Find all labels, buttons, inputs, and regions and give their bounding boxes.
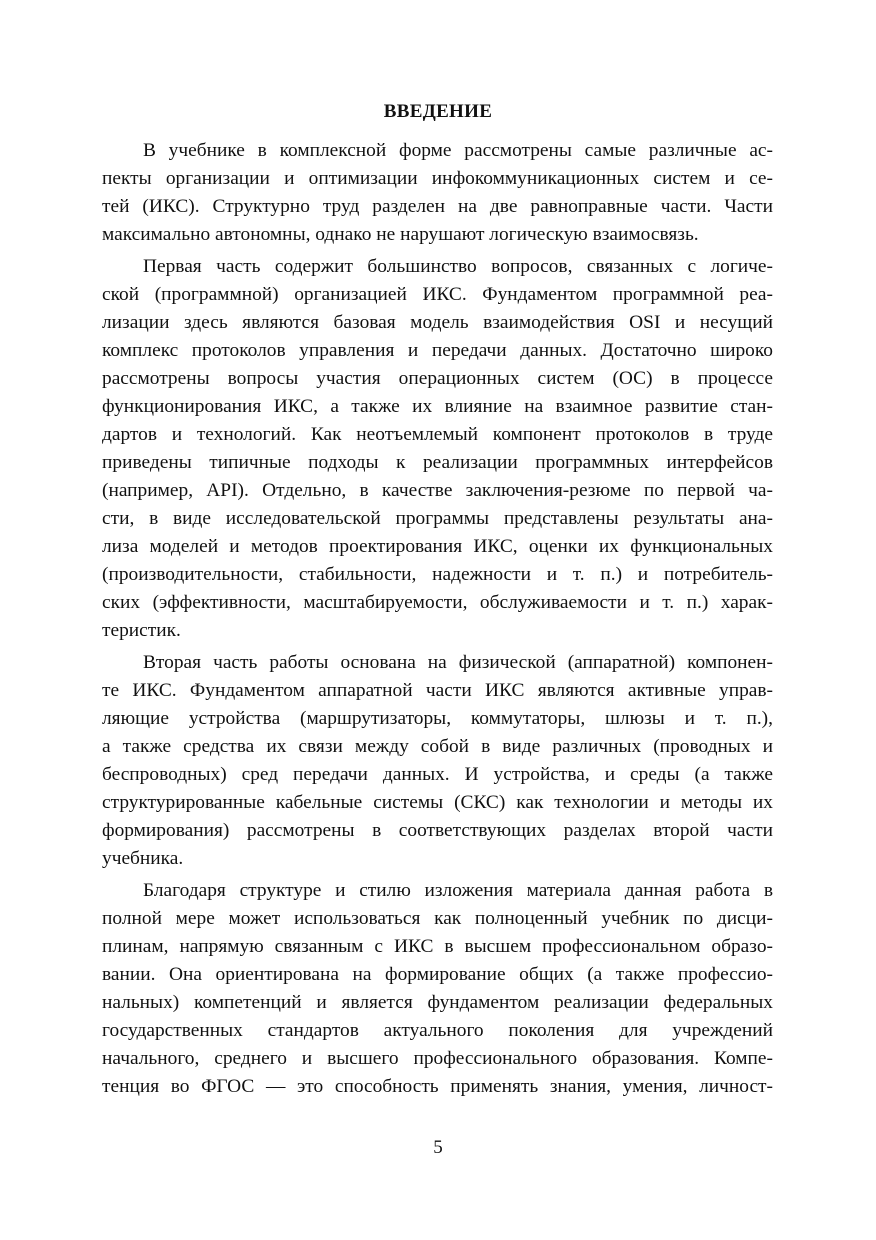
text-line: лиза моделей и методов проектирования ИКС, оценки их функциональных xyxy=(102,536,773,557)
text-line: ской (программной) организацией ИКС. Фундаментом программной реа- xyxy=(102,284,773,305)
text-line: функционирования ИКС, а также их влияние на взаимное развитие стан- xyxy=(102,396,773,417)
text-line: Первая часть содержит большинство вопросов, связанных с логиче- xyxy=(143,256,773,277)
text-line: тенция во ФГОС — это способность применять знания, умения, личност- xyxy=(102,1076,773,1097)
text-line: тей (ИКС). Структурно труд разделен на две равноправные части. Части xyxy=(102,196,773,217)
text-line: пекты организации и оптимизации инфокоммуникационных систем и се- xyxy=(102,168,773,189)
text-line: (например, API). Отдельно, в качестве заключения-резюме по первой ча- xyxy=(102,480,773,501)
text-line: структурированные кабельные системы (СКС) как технологии и методы их xyxy=(102,792,773,813)
text-line: приведены типичные подходы к реализации программных интерфейсов xyxy=(102,452,773,473)
text-line: нальных) компетенций и является фундаментом реализации федеральных xyxy=(102,992,773,1013)
text-line: государственных стандартов актуального поколения для учреждений xyxy=(102,1020,773,1041)
text-line: сти, в виде исследовательской программы представлены результаты ана- xyxy=(102,508,773,529)
text-line: лизации здесь являются базовая модель взаимодействия OSI и несущий xyxy=(102,312,773,333)
text-line: В учебнике в комплексной форме рассмотрены самые различные ас- xyxy=(143,140,773,161)
text-line: а также средства их связи между собой в виде различных (проводных и xyxy=(102,736,773,757)
text-line: ских (эффективности, масштабируемости, обслуживаемости и т. п.) харак- xyxy=(102,592,773,613)
page-number: 5 xyxy=(433,1137,443,1158)
section-heading: ВВЕДЕНИЕ xyxy=(383,101,493,122)
text-line: учебника. xyxy=(102,848,184,869)
text-line: рассмотрены вопросы участия операционных систем (ОС) в процессе xyxy=(102,368,773,389)
text-line: плинам, напрямую связанным с ИКС в высшем профессиональном образо- xyxy=(102,936,773,957)
text-line: Благодаря структуре и стилю изложения материала данная работа в xyxy=(143,880,773,901)
text-line: те ИКС. Фундаментом аппаратной части ИКС являются активные управ- xyxy=(102,680,773,701)
text-line: формирования) рассмотрены в соответствующих разделах второй части xyxy=(102,820,773,841)
text-line: полной мере может использоваться как полноценный учебник по дисци- xyxy=(102,908,773,929)
text-line: ляющие устройства (маршрутизаторы, коммутаторы, шлюзы и т. п.), xyxy=(102,708,773,729)
text-line: Вторая часть работы основана на физической (аппаратной) компонен- xyxy=(143,652,773,673)
text-line: начального, среднего и высшего профессионального образования. Компе- xyxy=(102,1048,773,1069)
text-line: (производительности, стабильности, надежности и т. п.) и потребитель- xyxy=(102,564,773,585)
text-line: вании. Она ориентирована на формирование общих (а также профессио- xyxy=(102,964,773,985)
text-line: теристик. xyxy=(102,620,181,641)
text-line: дартов и технологий. Как неотъемлемый компонент протоколов в труде xyxy=(102,424,773,445)
text-line: максимально автономны, однако не нарушают логическую взаимосвязь. xyxy=(102,224,699,245)
text-line: беспроводных) сред передачи данных. И устройства, и среды (а также xyxy=(102,764,773,785)
text-line: комплекс протоколов управления и передачи данных. Достаточно широко xyxy=(102,340,773,361)
